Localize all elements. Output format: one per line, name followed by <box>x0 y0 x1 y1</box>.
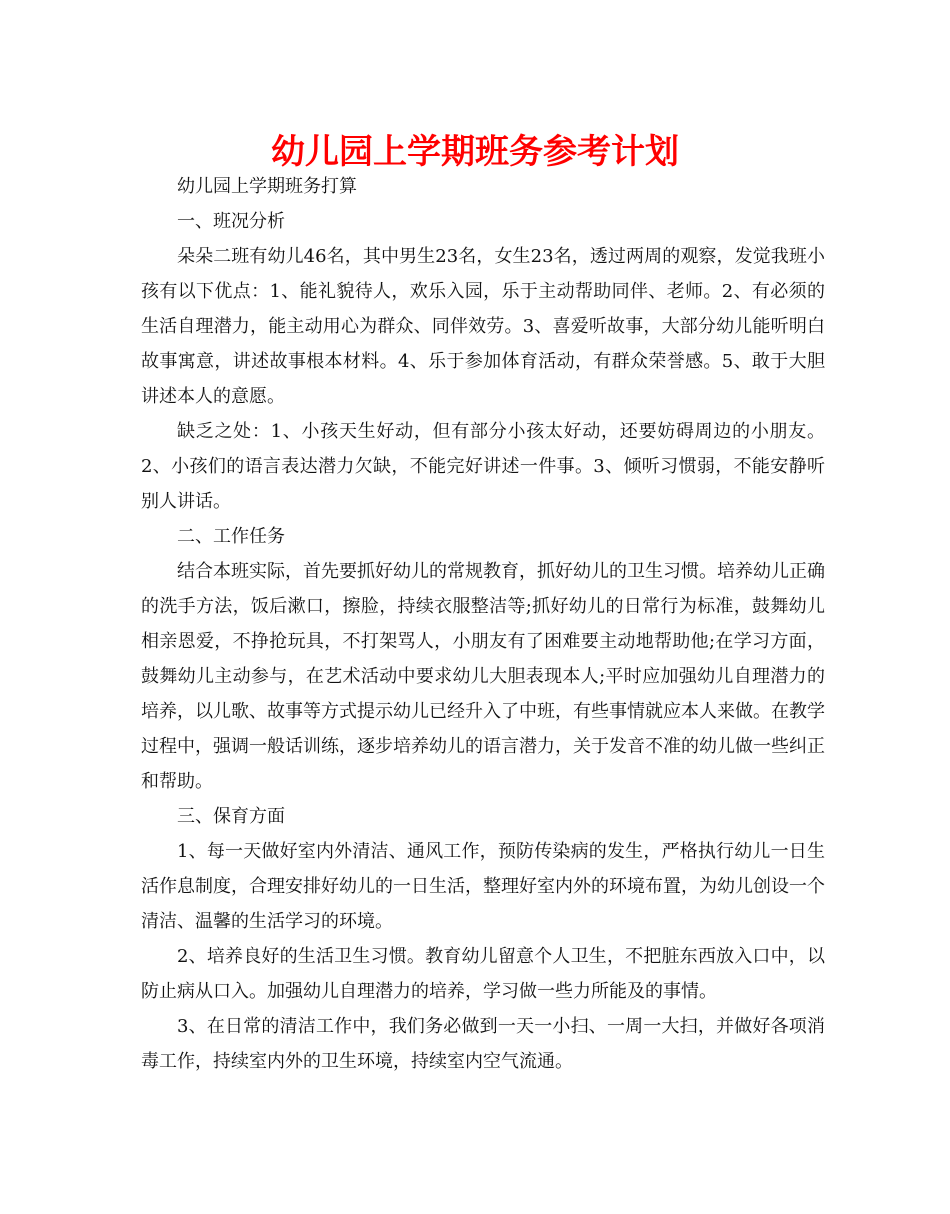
paragraph-childcare-1: 1、每一天做好室内外清洁、通风工作，预防传染病的发生，严格执行幼儿一日生活作息制度，合理安排好幼儿的一日生活，整理好室内外的环境布置，为幼儿创设一个清洁、温馨的生活学习的环境。 <box>141 841 825 932</box>
paragraph-class-weaknesses: 缺乏之处：1、小孩天生好动，但有部分小孩太好动，还要妨碍周边的小朋友。2、小孩们的语言表达潜力欠缺，不能完好讲述一件事。3、倾听习惯弱，不能安静听别人讲话。 <box>141 421 825 512</box>
document-subtitle: 幼儿园上学期班务打算 <box>177 176 357 197</box>
document-title: 幼儿园上学期班务参考计划 <box>271 132 679 172</box>
paragraph-work-tasks: 结合本班实际，首先要抓好幼儿的常规教育，抓好幼儿的卫生习惯。培养幼儿正确的洗手方法，饭后漱口，擦脸，持续衣服整洁等;抓好幼儿的日常行为标准，鼓舞幼儿相亲恩爱，不挣抢玩具，不打架骂人，小朋友有了困难要主动地帮助他;在学习方面，鼓舞幼儿主动参与，在艺术活动中要求幼儿大胆表现本人;平时应加强幼儿自理潜力的培养，以儿歌、故事等方式提示幼儿已经升入了中班，有些事情就应本人来做。在教学过程中，强调一般话训练，逐步培养幼儿的语言潜力，关于发音不准的幼儿做一些纠正和帮助。 <box>141 561 825 792</box>
section-heading-class-analysis: 一、班况分析 <box>177 211 285 232</box>
section-heading-work-tasks: 二、工作任务 <box>177 526 285 547</box>
document-body <box>141 169 825 1079</box>
paragraph-childcare-2: 2、培养良好的生活卫生习惯。教育幼儿留意个人卫生，不把脏东西放入口中，以防止病从口入。加强幼儿自理潜力的培养，学习做一些力所能及的事情。 <box>141 946 825 1002</box>
section-heading-childcare: 三、保育方面 <box>177 806 285 827</box>
paragraph-class-strengths: 朵朵二班有幼儿46名，其中男生23名，女生23名，透过两周的观察，发觉我班小孩有以下优点：1、能礼貌待人，欢乐入园，乐于主动帮助同伴、老师。2、有必须的生活自理潜力，能主动用心为群众、同伴效劳。3、喜爱听故事，大部分幼儿能听明白故事寓意，讲述故事根本材料。4、乐于参加体育活动，有群众荣誉感。5、敢于大胆讲述本人的意愿。 <box>141 246 825 407</box>
paragraph-childcare-3: 3、在日常的清洁工作中，我们务必做到一天一小扫、一周一大扫，并做好各项消毒工作，持续室内外的卫生环境，持续室内空气流通。 <box>141 1016 825 1072</box>
